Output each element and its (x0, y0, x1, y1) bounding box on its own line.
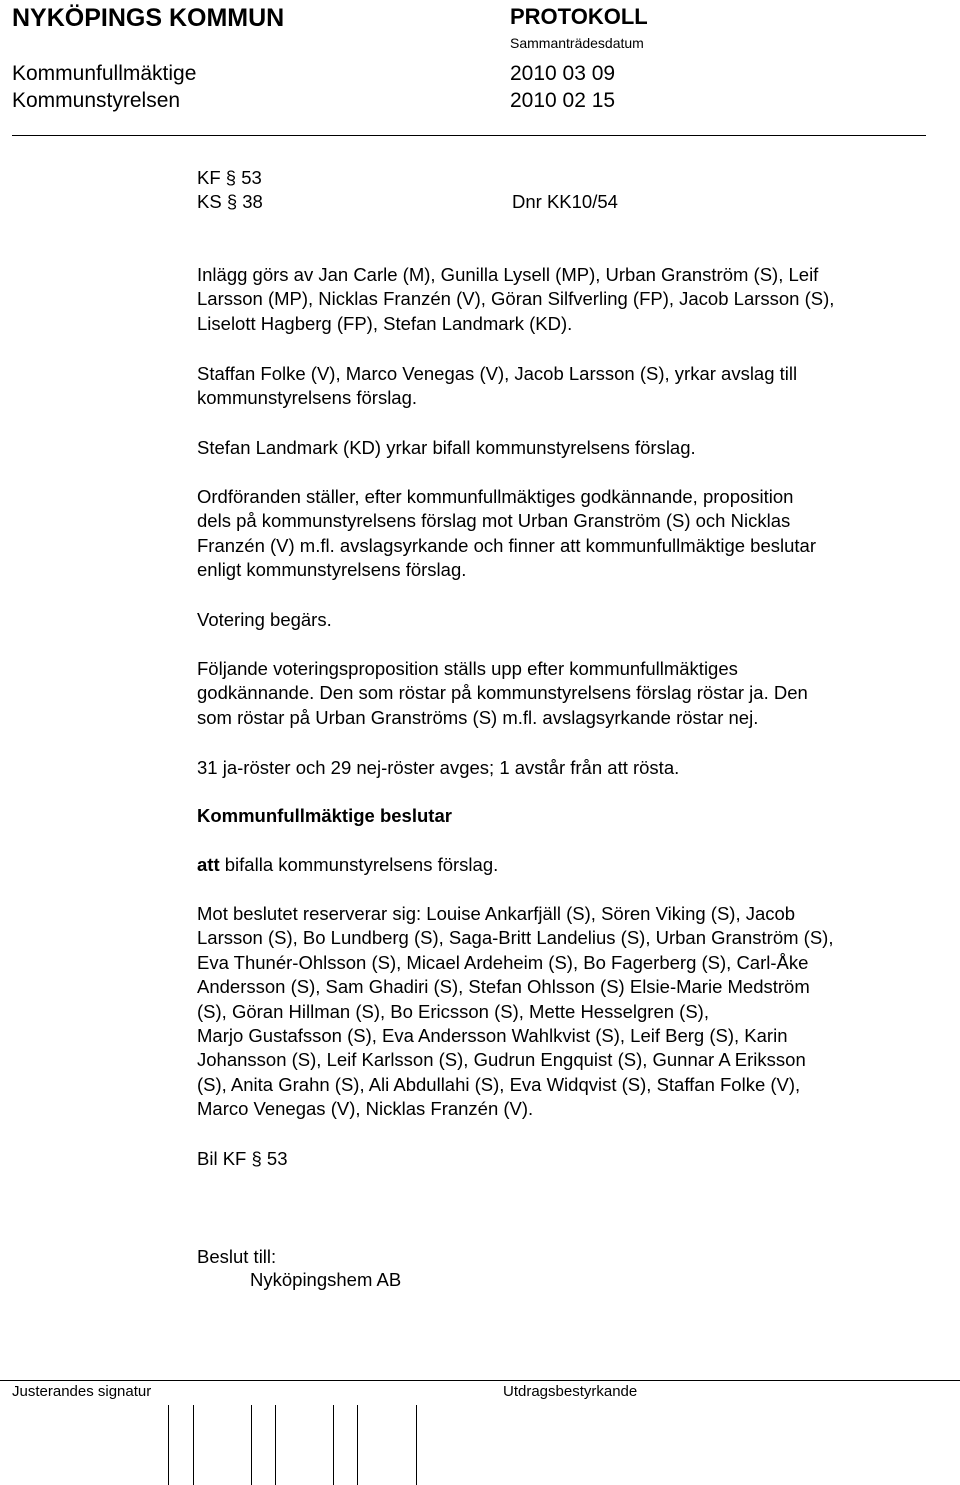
signature-label: Justerandes signatur (12, 1383, 152, 1400)
sent-to-recipient: Nyköpingshem AB (250, 1269, 402, 1290)
paragraph-speakers: Inlägg görs av Jan Carle (M), Gunilla Lysell (MP), Urban Granström (S), Leif Larsson (MP), Nicklas Franzén (V), Göran Silfverling (FP), Jacob Larsson (S), Liselott Hagberg (FP), Stefan Landmark (KD). (197, 264, 835, 334)
attachment-reference: Bil KF § 53 (197, 1148, 288, 1169)
diary-number: Dnr KK10/54 (512, 191, 618, 212)
signature-box-line (357, 1405, 358, 1485)
paragraph-vote-proposition: Följande voteringsproposition ställs upp efter kommunfullmäktiges godkännande. Den som röstar på kommunstyrelsens förslag röstar ja. Den som röstar på Urban Granströms (S) m.fl. avslagsyrkande röstar nej. (197, 658, 808, 728)
case-kf: KF § 53 (197, 167, 262, 188)
certification-label: Utdragsbestyrkande (503, 1383, 638, 1400)
meeting-date-board: 2010 02 15 (510, 89, 616, 112)
sent-to-label: Beslut till: (197, 1246, 277, 1267)
case-ks: KS § 38 (197, 191, 263, 212)
header-divider (12, 135, 926, 136)
signature-box-line (168, 1405, 169, 1485)
signature-box-line (416, 1405, 417, 1485)
signature-box-line (333, 1405, 334, 1485)
decision-att: att (197, 854, 220, 875)
paragraph-chair-proposition: Ordföranden ställer, efter kommunfullmäktiges godkännande, proposition dels på kommunstyrelsens förslag mot Urban Granström (S) och Nicklas Franzén (V) m.fl. avslagsyrkande och finner att kommunfullmäktige beslutar enligt kommunstyrelsens förslag. (197, 486, 816, 581)
organization-name: NYKÖPINGS KOMMUN (12, 4, 285, 32)
signature-box-line (251, 1405, 252, 1485)
signature-box-line (193, 1405, 194, 1485)
paragraph-reservation: Mot beslutet reserverar sig: Louise Ankarfjäll (S), Sören Viking (S), Jacob Larsson (S), Bo Lundberg (S), Saga-Britt Landelius (S), Urban Granström (S), Eva Thunér-Ohlsson (S), Micael Ardeheim (S), Bo Fagerberg (S), Carl-Åke Andersson (S), Sam Ghadiri (S), Stefan Ohlsson (S) Elsie-Marie Medström (S), Göran Hillman (S), Bo Ericsson (S), Mette Hesselgren (S), Marjo Gustafsson (S), Eva Andersson Wahlkvist (S), Leif Berg (S), Karin Johansson (S), Leif Karlsson (S), Gudrun Engquist (S), Gunnar A Eriksson (S), Anita Grahn (S), Ali Abdullahi (S), Eva Widqvist (S), Staffan Folke (V), Marco Venegas (V), Nicklas Franzén (V). (197, 903, 834, 1120)
paragraph-vote-requested: Votering begärs. (197, 609, 332, 630)
signature-box-line (275, 1405, 276, 1485)
document-type: PROTOKOLL (510, 4, 648, 29)
paragraph-approval-motion: Stefan Landmark (KD) yrkar bifall kommunstyrelsens förslag. (197, 437, 696, 458)
paragraph-vote-result: 31 ja-röster och 29 nej-röster avges; 1 avstår från att rösta. (197, 757, 680, 778)
meeting-date-council: 2010 03 09 (510, 62, 616, 85)
body-name-council: Kommunfullmäktige (12, 62, 197, 85)
decision-statement (197, 853, 927, 877)
decision-heading: Kommunfullmäktige beslutar (197, 805, 452, 826)
decision-text: bifalla kommunstyrelsens förslag. (219, 854, 499, 875)
paragraph-rejection-motion: Staffan Folke (V), Marco Venegas (V), Jacob Larsson (S), yrkar avslag till kommunstyrelsens förslag. (197, 363, 798, 409)
footer-divider (0, 1380, 960, 1381)
body-name-board: Kommunstyrelsen (12, 89, 181, 112)
meeting-date-caption: Sammanträdesdatum (510, 35, 644, 51)
